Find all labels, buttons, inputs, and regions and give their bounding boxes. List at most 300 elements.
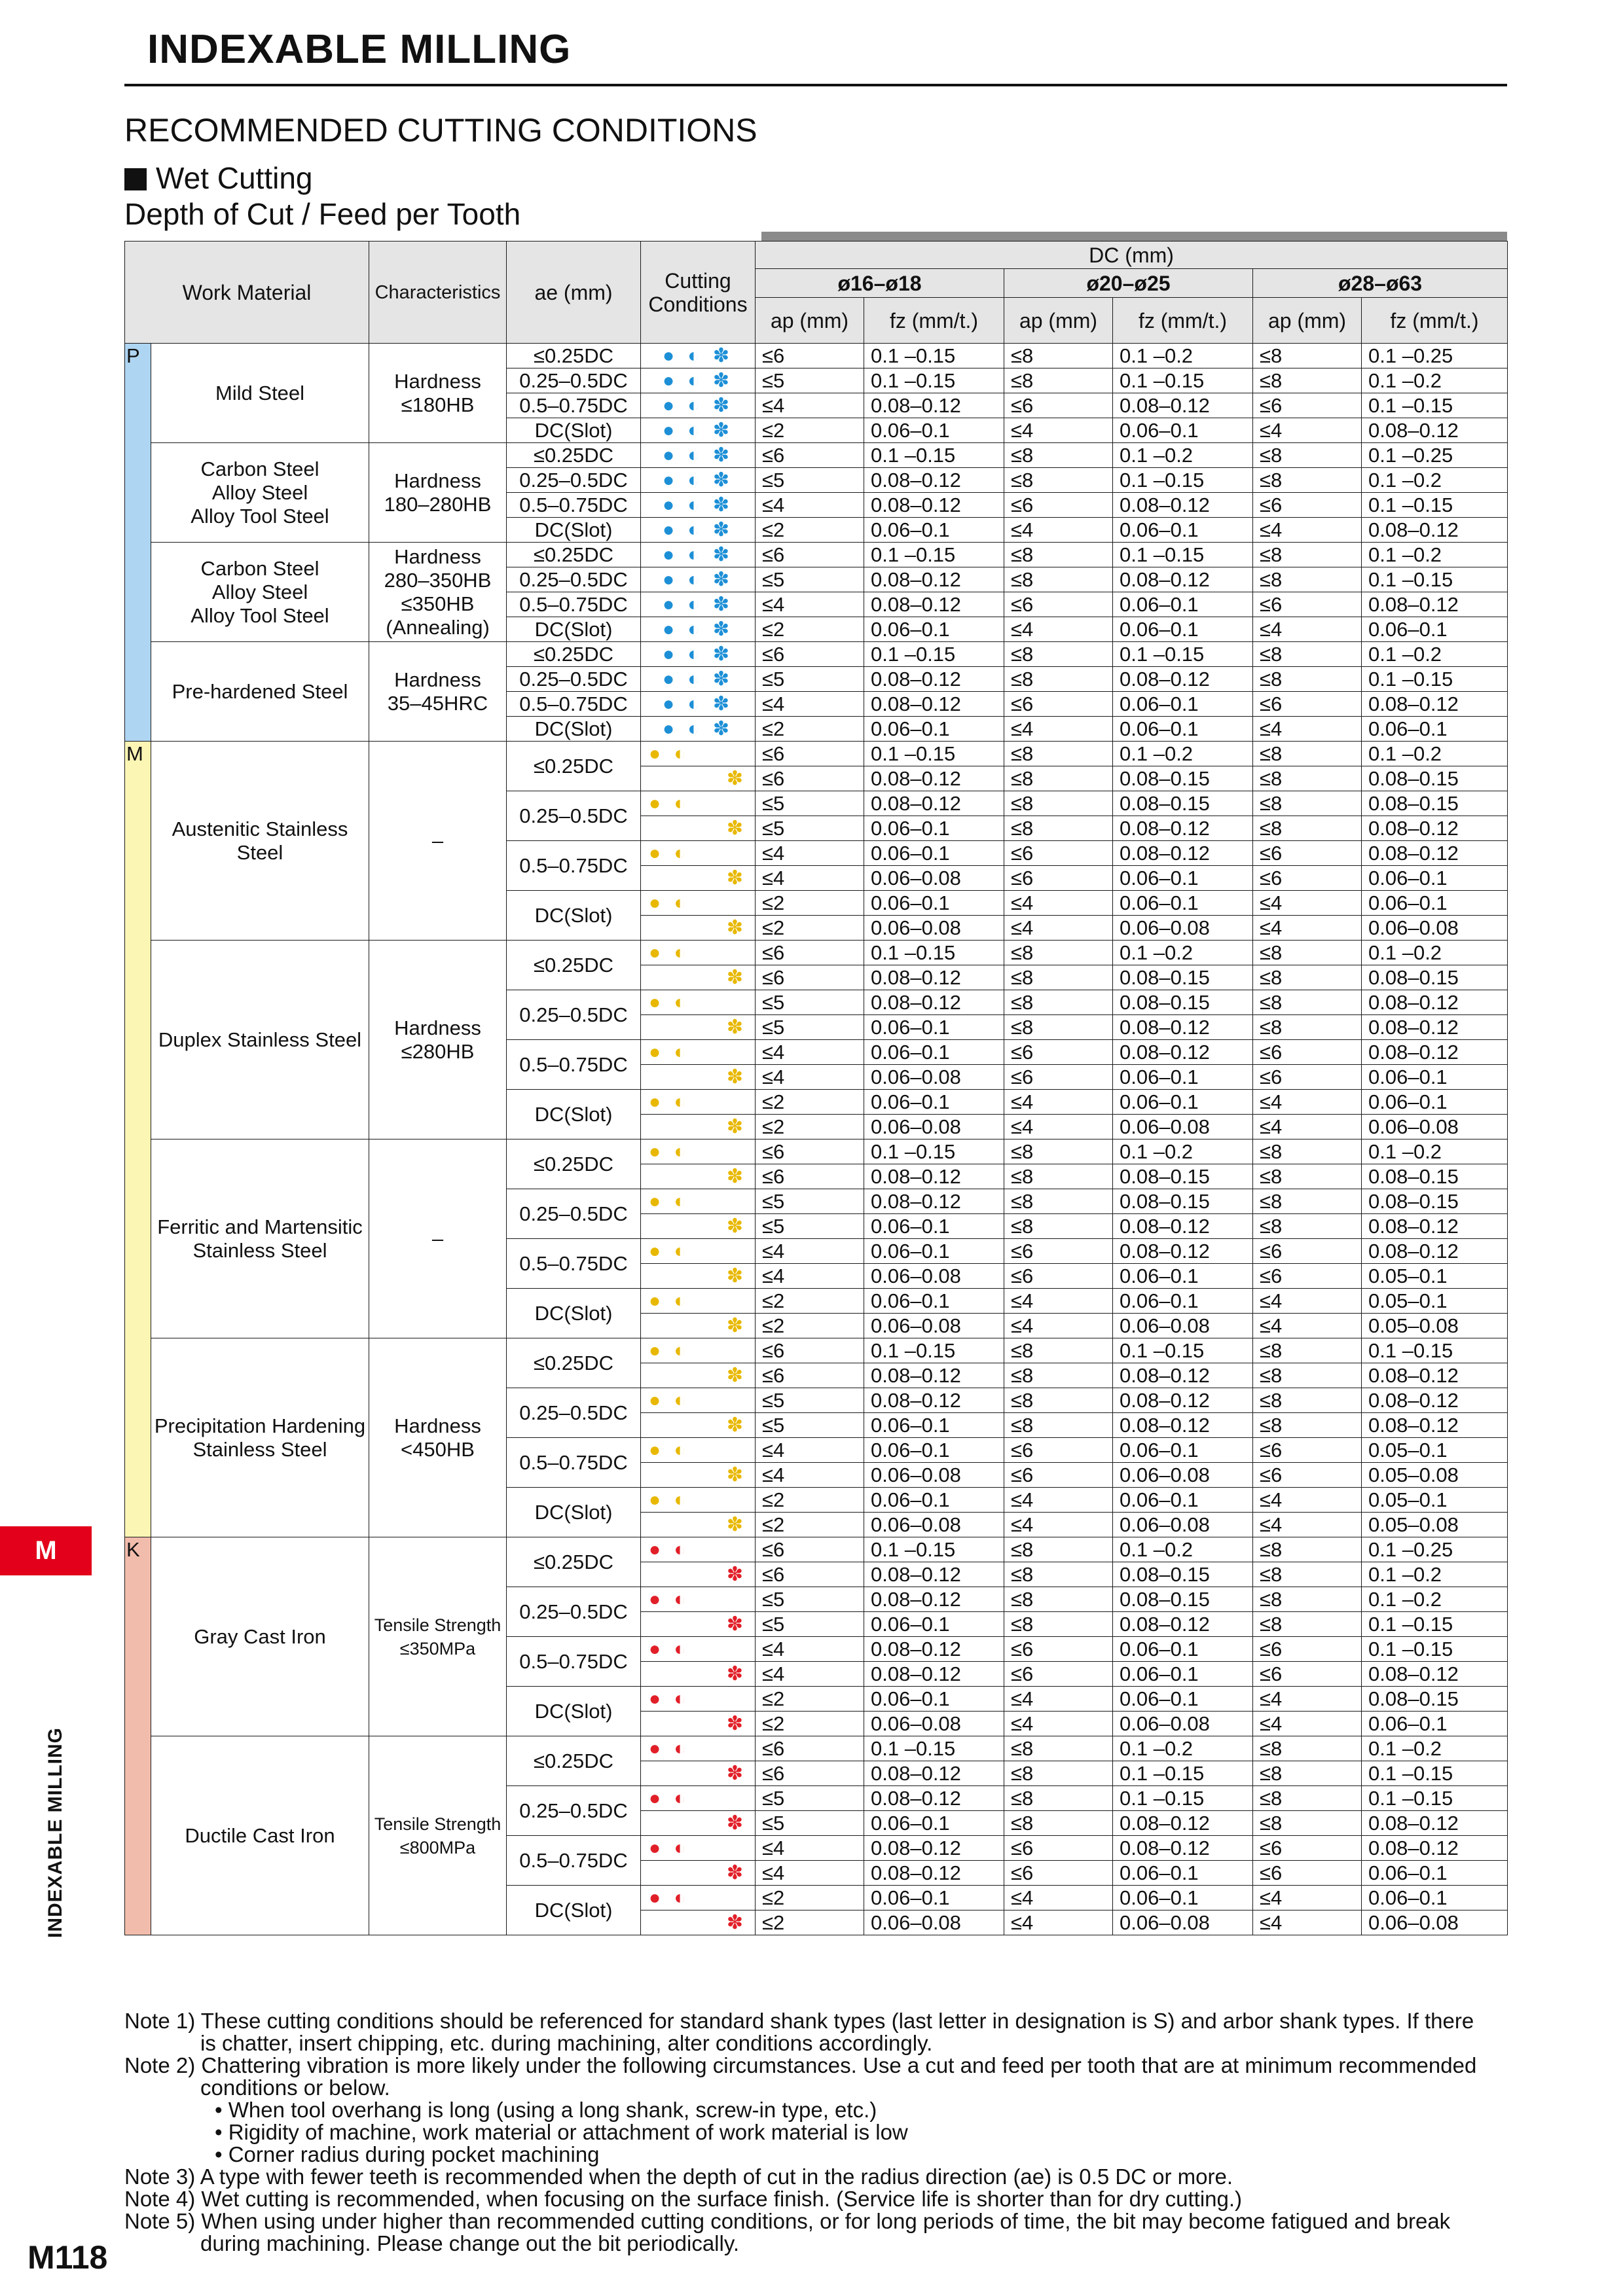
general-insert-icon: ◐	[687, 394, 704, 416]
fz-value: 0.1 –0.2	[1113, 443, 1253, 468]
note-label: Note 4)	[124, 2187, 196, 2211]
ae-value: 0.5–0.75DC	[507, 393, 641, 418]
roughing-insert-icon: ✽	[712, 394, 734, 416]
ap-value: ≤4	[1004, 518, 1113, 543]
work-material-name: Pre-hardened Steel	[151, 642, 369, 742]
fz-value: 0.1 –0.25	[1362, 443, 1508, 468]
fz-value: 0.1 –0.15	[1113, 642, 1253, 667]
table-row	[125, 642, 1508, 667]
ap-value: ≤4	[756, 841, 864, 866]
fz-value: 0.06–0.08	[1362, 916, 1508, 941]
fz-value: 0.06–0.08	[864, 916, 1004, 941]
general-insert-icon: ◐	[674, 1538, 690, 1560]
cutting-condition-icons	[641, 1662, 756, 1687]
header-ap: ap (mm)	[1253, 298, 1362, 344]
fz-value: 0.08–0.12	[864, 393, 1004, 418]
fz-value: 0.06–0.1	[1113, 717, 1253, 742]
roughing-insert-icon: ✽	[712, 593, 734, 615]
cutting-condition-icons	[641, 1388, 756, 1413]
cutting-condition-icons	[641, 941, 756, 965]
roughing-insert-icon: ✽	[712, 692, 734, 715]
fz-value: 0.06–0.1	[1362, 1065, 1508, 1090]
cutting-condition-icons	[641, 990, 756, 1015]
ap-value: ≤4	[756, 1264, 864, 1289]
fz-value: 0.06–0.1	[1113, 1687, 1253, 1712]
fz-value: 0.1 –0.2	[1113, 344, 1253, 368]
ap-value: ≤6	[1004, 692, 1113, 717]
work-material-name: Mild Steel	[151, 344, 369, 443]
cutting-condition-icons	[641, 1463, 756, 1488]
characteristics-cell: Hardness ≤180HB	[369, 344, 507, 443]
fz-value: 0.08–0.12	[1362, 1413, 1508, 1438]
fz-value: 0.08–0.12	[1113, 493, 1253, 518]
ap-value: ≤5	[756, 468, 864, 493]
cutting-condition-icons	[641, 891, 756, 916]
ae-value: 0.25–0.5DC	[507, 791, 641, 841]
general-insert-icon: ◐	[674, 742, 690, 764]
roughing-insert-icon: ✽	[726, 1463, 747, 1486]
ap-value: ≤4	[1253, 617, 1362, 642]
fz-value: 0.06–0.1	[864, 617, 1004, 642]
ap-value: ≤4	[756, 1065, 864, 1090]
cutting-condition-icons	[641, 518, 756, 543]
fz-value: 0.08–0.15	[1113, 1189, 1253, 1214]
table-row	[125, 1338, 1508, 1363]
note-label: Note 5)	[124, 2209, 196, 2233]
note-continuation	[124, 2233, 1512, 2255]
fz-value: 0.1 –0.15	[1362, 567, 1508, 592]
fz-value: 0.1 –0.2	[1113, 1139, 1253, 1164]
work-material-name: Gray Cast Iron	[151, 1537, 369, 1736]
fz-value: 0.06–0.1	[1113, 518, 1253, 543]
fz-value: 0.08–0.12	[1362, 1363, 1508, 1388]
ap-value: ≤4	[1253, 1090, 1362, 1115]
note-text: When using under higher than recommended cutting conditions, or for long periods of time, the bit may become fatigued and break	[201, 2209, 1451, 2233]
ap-value: ≤6	[756, 1338, 864, 1363]
ap-value: ≤8	[1253, 1811, 1362, 1836]
fz-value: 0.06–0.1	[864, 1687, 1004, 1712]
side-label: INDEXABLE MILLING	[45, 1727, 66, 1938]
roughing-insert-icon: ✽	[712, 493, 734, 516]
fz-value: 0.1 –0.15	[1362, 1786, 1508, 1811]
ap-value: ≤6	[1253, 1836, 1362, 1861]
note-bullet: • Rigidity of machine, work material or attachment of work material is low	[215, 2120, 908, 2144]
cutting-condition-icons	[641, 1065, 756, 1090]
ae-value: 0.25–0.5DC	[507, 990, 641, 1040]
roughing-insert-icon: ✽	[726, 1314, 747, 1336]
work-material-name: Austenitic Stainless Steel	[151, 742, 369, 941]
finishing-insert-icon: ●	[649, 1140, 665, 1162]
ap-value: ≤8	[1253, 368, 1362, 393]
ap-value: ≤6	[1004, 493, 1113, 518]
general-insert-icon: ◐	[674, 1588, 690, 1610]
ap-value: ≤4	[1004, 1115, 1113, 1139]
finishing-insert-icon: ●	[662, 419, 679, 441]
ae-value: 0.25–0.5DC	[507, 1587, 641, 1637]
ap-value: ≤5	[756, 567, 864, 592]
ap-value: ≤8	[1253, 1388, 1362, 1413]
note-line	[124, 2054, 1512, 2077]
fz-value: 0.06–0.08	[1113, 1910, 1253, 1935]
fz-value: 0.08–0.12	[1113, 816, 1253, 841]
fz-value: 0.06–0.1	[1113, 1289, 1253, 1314]
header-rule	[124, 84, 1507, 86]
cutting-condition-icons	[641, 1239, 756, 1264]
fz-value: 0.1 –0.2	[1362, 742, 1508, 766]
fz-value: 0.08–0.12	[1362, 1836, 1508, 1861]
fz-value: 0.06–0.08	[864, 1712, 1004, 1736]
roughing-insert-icon: ✽	[726, 1513, 747, 1535]
cutting-condition-icons	[641, 1314, 756, 1338]
ap-value: ≤6	[1004, 866, 1113, 891]
header-characteristics: Characteristics	[369, 242, 507, 344]
fz-value: 0.06–0.08	[1113, 1712, 1253, 1736]
note-line	[124, 2210, 1512, 2233]
fz-value: 0.08–0.15	[1362, 1687, 1508, 1712]
table-row	[125, 1537, 1508, 1562]
fz-value: 0.06–0.1	[1113, 1662, 1253, 1687]
general-insert-icon: ◐	[687, 692, 704, 715]
cutting-condition-icons	[641, 1537, 756, 1562]
ap-value: ≤2	[756, 916, 864, 941]
ap-value: ≤4	[756, 493, 864, 518]
table-body	[125, 344, 1508, 1935]
general-insert-icon: ◐	[687, 618, 704, 640]
fz-value: 0.06–0.1	[1113, 1264, 1253, 1289]
ap-value: ≤4	[1004, 1488, 1113, 1513]
ap-value: ≤4	[756, 393, 864, 418]
cutting-conditions-table	[124, 241, 1508, 1935]
ap-value: ≤4	[756, 1662, 864, 1687]
finishing-insert-icon: ●	[649, 1687, 665, 1710]
note-label: Note 2)	[124, 2053, 196, 2077]
cutting-condition-icons	[641, 1836, 756, 1861]
material-group-letter: P	[125, 344, 151, 742]
ae-value: 0.5–0.75DC	[507, 592, 641, 617]
ap-value: ≤4	[1004, 1687, 1113, 1712]
fz-value: 0.08–0.15	[1113, 1164, 1253, 1189]
note-text: Chattering vibration is more likely under the following circumstances. Use a cut and feed per tooth that are at minimum recommended	[201, 2053, 1477, 2077]
roughing-insert-icon: ✽	[726, 966, 747, 988]
cutting-condition-icons	[641, 1289, 756, 1314]
note-continuation	[124, 2032, 1512, 2054]
ap-value: ≤4	[1004, 1886, 1113, 1910]
ap-value: ≤8	[1004, 1214, 1113, 1239]
ap-value: ≤6	[756, 1562, 864, 1587]
general-insert-icon: ◐	[687, 717, 704, 740]
fz-value: 0.1 –0.2	[1113, 941, 1253, 965]
cutting-condition-icons	[641, 1910, 756, 1935]
ae-value: DC(Slot)	[507, 1886, 641, 1935]
fz-value: 0.06–0.1	[1362, 866, 1508, 891]
ap-value: ≤6	[1253, 1065, 1362, 1090]
ap-value: ≤4	[1253, 1115, 1362, 1139]
ap-value: ≤8	[1004, 1189, 1113, 1214]
ap-value: ≤2	[756, 518, 864, 543]
cutting-condition-icons	[641, 1090, 756, 1115]
fz-value: 0.06–0.08	[1113, 1513, 1253, 1537]
ap-value: ≤4	[1253, 717, 1362, 742]
ap-value: ≤8	[1253, 766, 1362, 791]
ap-value: ≤6	[756, 965, 864, 990]
general-insert-icon: ◐	[674, 1339, 690, 1361]
general-insert-icon: ◐	[674, 1389, 690, 1411]
fz-value: 0.1 –0.15	[1362, 393, 1508, 418]
ap-value: ≤8	[1253, 1587, 1362, 1612]
ap-value: ≤6	[1004, 1836, 1113, 1861]
general-insert-icon: ◐	[674, 941, 690, 963]
fz-value: 0.06–0.1	[864, 418, 1004, 443]
ae-value: ≤0.25DC	[507, 543, 641, 567]
roughing-insert-icon: ✽	[712, 543, 734, 565]
ap-value: ≤2	[756, 717, 864, 742]
ap-value: ≤6	[756, 1736, 864, 1761]
characteristics-cell: –	[369, 742, 507, 941]
finishing-insert-icon: ●	[649, 1837, 665, 1859]
ap-value: ≤8	[1253, 1537, 1362, 1562]
ap-value: ≤4	[756, 1438, 864, 1463]
note-continuation	[124, 2077, 1512, 2099]
cutting-condition-icons	[641, 543, 756, 567]
ap-value: ≤8	[1004, 816, 1113, 841]
roughing-insert-icon: ✽	[712, 469, 734, 491]
section-tab[interactable]: M	[0, 1526, 92, 1575]
fz-value: 0.1 –0.15	[1362, 1761, 1508, 1786]
ap-value: ≤2	[756, 1488, 864, 1513]
ae-value: 0.5–0.75DC	[507, 692, 641, 717]
roughing-insert-icon: ✽	[712, 444, 734, 466]
fz-value: 0.06–0.1	[864, 1811, 1004, 1836]
fz-value: 0.06–0.08	[864, 1115, 1004, 1139]
ae-value: 0.25–0.5DC	[507, 567, 641, 592]
cutting-condition-icons	[641, 493, 756, 518]
work-material-name: Ferritic and Martensitic Stainless Steel	[151, 1139, 369, 1338]
ap-value: ≤6	[756, 543, 864, 567]
ap-value: ≤8	[1004, 791, 1113, 816]
ap-value: ≤8	[1004, 1537, 1113, 1562]
cutting-condition-icons	[641, 766, 756, 791]
cutting-condition-icons	[641, 841, 756, 866]
ap-value: ≤8	[1253, 1761, 1362, 1786]
ae-value: 0.25–0.5DC	[507, 368, 641, 393]
cutting-condition-icons	[641, 1811, 756, 1836]
fz-value: 0.06–0.1	[864, 1488, 1004, 1513]
ap-value: ≤6	[756, 1363, 864, 1388]
ap-value: ≤6	[756, 1164, 864, 1189]
ap-value: ≤4	[1004, 1314, 1113, 1338]
cutting-condition-icons	[641, 1015, 756, 1040]
fz-value: 0.1 –0.15	[1362, 1338, 1508, 1363]
fz-value: 0.06–0.1	[1113, 866, 1253, 891]
roughing-insert-icon: ✽	[726, 1662, 747, 1685]
fz-value: 0.1 –0.2	[1362, 1562, 1508, 1587]
fz-value: 0.06–0.08	[864, 1314, 1004, 1338]
ap-value: ≤8	[1004, 1363, 1113, 1388]
fz-value: 0.06–0.1	[864, 1090, 1004, 1115]
ap-value: ≤6	[1253, 866, 1362, 891]
ae-value: ≤0.25DC	[507, 1736, 641, 1786]
ap-value: ≤2	[756, 1886, 864, 1910]
fz-value: 0.1 –0.15	[864, 742, 1004, 766]
fz-value: 0.08–0.15	[1113, 1587, 1253, 1612]
fz-value: 0.08–0.12	[1113, 1836, 1253, 1861]
ap-value: ≤5	[756, 990, 864, 1015]
fz-value: 0.06–0.1	[864, 1015, 1004, 1040]
fz-value: 0.06–0.1	[864, 1612, 1004, 1637]
ap-value: ≤6	[1004, 1662, 1113, 1687]
cutting-condition-icons	[641, 1413, 756, 1438]
ap-value: ≤8	[1253, 1015, 1362, 1040]
fz-value: 0.1 –0.2	[1113, 1537, 1253, 1562]
fz-value: 0.06–0.1	[864, 1413, 1004, 1438]
note-line	[124, 2166, 1512, 2188]
header-fz: fz (mm/t.)	[1113, 298, 1253, 344]
fz-value: 0.06–0.08	[1113, 1115, 1253, 1139]
cutting-condition-icons	[641, 1438, 756, 1463]
fz-value: 0.06–0.1	[1362, 617, 1508, 642]
fz-value: 0.08–0.12	[1362, 1662, 1508, 1687]
fz-value: 0.08–0.12	[864, 1786, 1004, 1811]
ap-value: ≤2	[756, 1115, 864, 1139]
finishing-insert-icon: ●	[649, 991, 665, 1013]
page-number: M118	[27, 2239, 108, 2276]
finishing-insert-icon: ●	[649, 842, 665, 864]
ap-value: ≤5	[756, 791, 864, 816]
roughing-insert-icon: ✽	[726, 1265, 747, 1287]
fz-value: 0.08–0.12	[864, 1363, 1004, 1388]
finishing-insert-icon: ●	[662, 618, 679, 640]
fz-value: 0.08–0.12	[1362, 1040, 1508, 1065]
ap-value: ≤8	[1004, 1736, 1113, 1761]
finishing-insert-icon: ●	[662, 717, 679, 740]
ap-value: ≤4	[1253, 1687, 1362, 1712]
header-group-3: ø28–ø63	[1253, 269, 1508, 298]
ap-value: ≤2	[756, 1712, 864, 1736]
ap-value: ≤4	[756, 1836, 864, 1861]
ap-value: ≤8	[1004, 667, 1113, 692]
ae-value: DC(Slot)	[507, 617, 641, 642]
cutting-condition-icons	[641, 1687, 756, 1712]
table-row	[125, 1139, 1508, 1164]
fz-value: 0.1 –0.15	[864, 642, 1004, 667]
fz-value: 0.08–0.15	[1362, 1164, 1508, 1189]
material-group-letter: K	[125, 1537, 151, 1935]
roughing-insert-icon: ✽	[726, 1115, 747, 1138]
fz-value: 0.1 –0.2	[1362, 1139, 1508, 1164]
fz-value: 0.06–0.1	[864, 717, 1004, 742]
ap-value: ≤6	[1004, 1861, 1113, 1886]
ap-value: ≤8	[1004, 1015, 1113, 1040]
ae-value: 0.5–0.75DC	[507, 1637, 641, 1687]
roughing-insert-icon: ✽	[712, 717, 734, 740]
fz-value: 0.08–0.12	[864, 692, 1004, 717]
fz-value: 0.08–0.12	[1362, 990, 1508, 1015]
fz-value: 0.1 –0.15	[864, 1139, 1004, 1164]
ap-value: ≤4	[756, 866, 864, 891]
ap-value: ≤6	[1004, 1438, 1113, 1463]
ap-value: ≤2	[756, 1910, 864, 1935]
general-insert-icon: ◐	[674, 1737, 690, 1759]
ap-value: ≤6	[756, 443, 864, 468]
fz-value: 0.1 –0.2	[1362, 468, 1508, 493]
cutting-condition-icons	[641, 368, 756, 393]
finishing-insert-icon: ●	[662, 593, 679, 615]
finishing-insert-icon: ●	[662, 568, 679, 590]
fz-value: 0.08–0.12	[864, 493, 1004, 518]
fz-value: 0.1 –0.15	[864, 543, 1004, 567]
ae-value: DC(Slot)	[507, 717, 641, 742]
ae-value: ≤0.25DC	[507, 1338, 641, 1388]
gray-rule	[761, 232, 1507, 241]
roughing-insert-icon: ✽	[712, 518, 734, 541]
ap-value: ≤8	[1004, 1761, 1113, 1786]
ap-value: ≤6	[1253, 1637, 1362, 1662]
finishing-insert-icon: ●	[649, 1488, 665, 1511]
general-insert-icon: ◐	[687, 643, 704, 665]
ap-value: ≤8	[1253, 344, 1362, 368]
roughing-insert-icon: ✽	[726, 767, 747, 789]
ap-value: ≤6	[756, 1761, 864, 1786]
cutting-condition-icons	[641, 1040, 756, 1065]
header-group-2: ø20–ø25	[1004, 269, 1253, 298]
roughing-insert-icon: ✽	[726, 1613, 747, 1635]
fz-value: 0.06–0.08	[864, 1264, 1004, 1289]
fz-value: 0.06–0.08	[1113, 1314, 1253, 1338]
ap-value: ≤5	[756, 816, 864, 841]
fz-value: 0.06–0.1	[1113, 1438, 1253, 1463]
ae-value: ≤0.25DC	[507, 642, 641, 667]
fz-value: 0.1 –0.15	[864, 368, 1004, 393]
finishing-insert-icon: ●	[649, 1289, 665, 1312]
ae-value: 0.25–0.5DC	[507, 1388, 641, 1438]
finishing-insert-icon: ●	[649, 792, 665, 814]
page-header	[0, 0, 1623, 85]
fz-value: 0.1 –0.15	[1362, 667, 1508, 692]
fz-value: 0.06–0.1	[864, 1040, 1004, 1065]
depth-feed-heading: Depth of Cut / Feed per Tooth	[124, 197, 521, 231]
ae-value: 0.5–0.75DC	[507, 1040, 641, 1090]
fz-value: 0.1 –0.15	[1113, 1338, 1253, 1363]
ap-value: ≤6	[1004, 1065, 1113, 1090]
characteristics-cell: Hardness 180–280HB	[369, 443, 507, 543]
roughing-insert-icon: ✽	[726, 817, 747, 839]
fz-value: 0.08–0.15	[1362, 766, 1508, 791]
ap-value: ≤8	[1253, 941, 1362, 965]
finishing-insert-icon: ●	[662, 493, 679, 516]
finishing-insert-icon: ●	[662, 394, 679, 416]
ap-value: ≤4	[756, 1239, 864, 1264]
ap-value: ≤6	[1253, 1264, 1362, 1289]
ap-value: ≤6	[1004, 592, 1113, 617]
ap-value: ≤8	[1253, 1189, 1362, 1214]
ae-value: 0.5–0.75DC	[507, 1438, 641, 1488]
ap-value: ≤8	[1253, 1164, 1362, 1189]
note-line	[124, 2188, 1512, 2210]
finishing-insert-icon: ●	[662, 469, 679, 491]
general-insert-icon: ◐	[674, 1687, 690, 1710]
fz-value: 0.08–0.12	[1362, 841, 1508, 866]
ap-value: ≤8	[1004, 1811, 1113, 1836]
cutting-condition-icons	[641, 1712, 756, 1736]
ae-value: DC(Slot)	[507, 418, 641, 443]
general-insert-icon: ◐	[687, 568, 704, 590]
ap-value: ≤5	[756, 1786, 864, 1811]
general-insert-icon: ◐	[687, 344, 704, 367]
ae-value: DC(Slot)	[507, 891, 641, 941]
note-bullet: • When tool overhang is long (using a long shank, screw-in type, etc.)	[215, 2098, 877, 2122]
fz-value: 0.1 –0.15	[1113, 543, 1253, 567]
roughing-insert-icon: ✽	[712, 643, 734, 665]
